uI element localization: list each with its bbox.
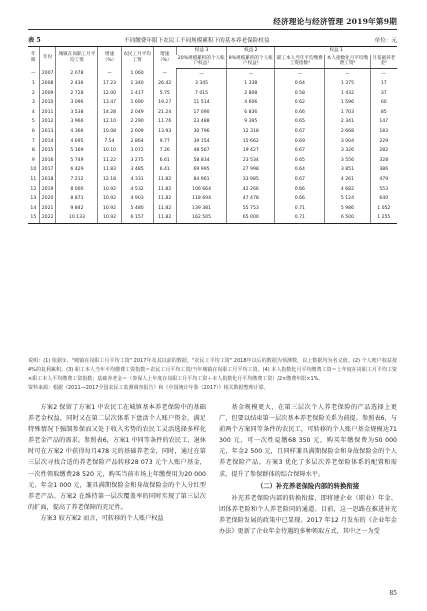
table-cell: 10.08 [98,127,121,137]
table-cell: 2015 [39,146,56,156]
column-header: 增速（%） [153,47,176,69]
table-cell: 2 436 [56,79,98,89]
table-cell: 11 514 [176,98,227,108]
paragraph: 方案3 较方案2 而言，可转移的个人账户权益 [40,514,164,522]
table-cell: 2 668 [325,127,370,137]
table-cell: 3 326 [325,146,370,156]
table-row [28,194,397,204]
table-cell: 4 261 [325,175,370,185]
table-cell: 9 [31,157,35,163]
body-column-left [28,402,206,524]
paragraph: 方案2 保留了方案1 中农民工在城镇基本养老保险中的基础养老金权益，同时又在第二层次体系下盘活个人账户资金，满足特殊情况下强制参保而又处于收入劣势的农民工灵活选择多样化养老金产品的需求。参照表6，方案1 中同等条件的农民工，退休时可在方案2 中获得每月478 元的基础养老金，同时，通过在第三层次寻找合适的养老保险产品转移28 073 元个人账户基金，一次性领取缴费28 520 元，购买当前市场上年缴费用为20 000 元、年金1 000 元，兼具满期保险金和身故保险金的个人分红型养老产品。方案2 在维持第一层次覆盖率的同时实现了第三层次的扩面，提高了养老保障的充足性。 [28,404,206,511]
table-cell: 4 [31,109,35,115]
table-cell: 1 432 [325,88,370,98]
table-cell: 386 [370,165,397,175]
column-header: 20%规模累积的个人账户权益¹ [176,55,227,69]
table-cell: 37 [370,88,397,98]
table-cell: 3 556 [325,156,370,166]
paragraph: 补充养老保险内部的转换衔接，即将建企业（职业）年金、团体养老险和个人养老险同的通道。目前，这一思路在推进补充养老保险发展的政策中已显现。2017 年12 月发布的《企业年金办法》更新了企业年金待遇的多种领取方式，其中之一为受 [219,494,397,536]
table-cell: — [370,69,397,79]
table-row [28,184,397,194]
table-cell: 27 998 [227,165,275,175]
table-cell: 2 049 [121,108,153,118]
table-body [28,69,397,224]
table-cell: 4 331 [121,175,153,185]
table-title: 不同缴费年限下农民工不同规模累积下的基本养老保险权益 [124,38,270,44]
group-header: 权益 3 [176,47,227,55]
table-cell: 3 538 [56,108,98,118]
table-cell: 6.61 [153,156,176,166]
table-row [28,204,397,214]
table-cell: 5 480 [121,204,153,214]
table-cell: 2 341 [325,117,370,127]
table-cell: 2012 [39,117,56,127]
table-cell: 10.10 [98,146,121,156]
column-header: 城镇在岗职工月平均工资 [56,47,98,69]
table-cell: 14.28 [98,108,121,118]
table-cell: 6 429 [56,165,98,175]
table-cell: 58 834 [176,156,227,166]
table-cell: 6 836 [227,108,275,118]
table-cell: 12.00 [98,88,121,98]
table-cell: 15 [28,213,39,223]
table-cell: — [176,69,227,79]
table-cell: 0.65 [275,117,325,127]
table-notes [28,357,397,393]
table-cell: 0.67 [275,175,325,185]
table-cell: 5 749 [56,156,98,166]
table-cell: 39 154 [176,136,227,146]
table-cell: 1 690 [121,98,153,108]
table-cell: — [98,69,121,79]
table-cell: 4 682 [325,184,370,194]
table-cell: 4 606 [227,98,275,108]
table-cell: 1 338 [227,79,275,89]
table-cell: 4 903 [121,194,153,204]
table-cell: 229 [370,136,397,146]
table-cell: 0.62 [275,98,325,108]
table-cell: 282 [370,146,397,156]
table-cell: 0.69 [275,136,325,146]
table-cell: 7.54 [98,136,121,146]
table-cell: 33 985 [227,175,275,185]
table-cell: 2020 [39,194,56,204]
table-cell: 15 662 [227,136,275,146]
data-table [28,46,397,224]
table-cell: 2013 [39,127,56,137]
table-cell: 1 060 [121,69,153,79]
table-row [28,156,397,166]
table-caption [28,33,397,45]
table-cell: 183 [370,127,397,137]
table-cell: 7 015 [176,88,227,98]
table-cell: 139 381 [176,204,227,214]
table-cell: 2 864 [121,136,153,146]
table-cell: 7.26 [153,146,176,156]
table-row [28,136,397,146]
table-cell: 2 808 [227,88,275,98]
table-cell: 84 961 [176,175,227,185]
table-cell: 147 [370,117,397,127]
column-header: 本人指数化月平均缴费工资⁴ [325,55,370,69]
table-cell: 2011 [39,108,56,118]
table-row [28,98,397,108]
table-cell: 8 [31,148,35,154]
table-cell: 60 [370,98,397,108]
table-cell: 3 072 [121,146,153,156]
table-cell: 12 [30,186,37,192]
page-number: 85 [389,590,397,597]
table-cell: 5 [31,119,35,125]
table-cell: 10.92 [98,194,121,204]
table-cell: 162 505 [176,213,227,223]
table-cell: 2016 [39,156,56,166]
table-cell: 2017 [39,165,56,175]
table-cell: 640 [370,194,397,204]
table-cell: 3 [31,100,35,106]
table-cell: 2008 [39,79,56,89]
table-cell: — [227,69,275,79]
table-cell: 6 [31,129,35,135]
table-cell: 2019 [39,184,56,194]
table-cell: 1 417 [121,88,153,98]
table-cell: 2009 [39,88,56,98]
table-cell: 17 [370,79,397,89]
table-cell: 2014 [39,136,56,146]
table-cell: 5 169 [56,146,98,156]
table-cell: 10.92 [98,204,121,214]
table-cell: 2 078 [56,69,98,79]
table-cell: 0.67 [275,146,325,156]
table-cell: 1 255 [370,213,397,223]
table-cell: 42 266 [227,184,275,194]
table-cell: 30 796 [176,127,227,137]
table-cell: 9.77 [153,136,176,146]
table-cell: 10.92 [98,213,121,223]
table-cell: 10 133 [56,213,98,223]
column-header: 增速（%） [98,47,121,69]
table-cell: 23 534 [227,156,275,166]
paragraph: 基金规模更大，在第三层次个人养老保险的产品选择上更广，但要以结束第一层次基本养老保险关系为前提。参照表6，与前两个方案同等条件的农民工，可转移的个人账户基金规模达71 300 元，可一次性趸缴68 350 元，购买年缴保费为50 000 元，年金2 500 元，且同样兼具满期保险金和身故保险金的个人养老保险产品。方案3 优化了多层次养老保险体系的配置和需求，提升了参保群体的综合保障水平。 [219,404,397,478]
table-cell: 11.82 [153,213,176,223]
table-cell: 553 [370,184,397,194]
table-row [28,165,397,175]
table-unit: 单位：元 [374,38,397,44]
table-cell: 12 318 [227,127,275,137]
table-cell: 69 995 [176,165,227,175]
table-cell: 11.76 [153,117,176,127]
table-cell: 0.71 [275,213,325,223]
table-cell: 2018 [39,175,56,185]
table-cell: 13.47 [98,98,121,108]
journal-header: 经济理论与经济管理 2019年第9期 [273,17,397,26]
table-row [28,79,397,89]
column-header: 8%规模累积的个人账户权益² [227,55,275,69]
header-rule [28,29,397,30]
table-cell: 9 842 [56,204,98,214]
table-cell: 118 694 [176,194,227,204]
table-cell: 14 [30,205,37,211]
table-cell: 4 366 [56,127,98,137]
table-cell: 3 004 [325,136,370,146]
column-header: 年限 [28,47,39,69]
table-cell: 0.64 [275,165,325,175]
table-cell: 4 695 [56,136,98,146]
table-row [28,213,397,223]
table-cell: 8 000 [56,184,98,194]
table-cell: 6 500 [325,213,370,223]
table-cell: 1 703 [325,108,370,118]
table-row [28,146,397,156]
table-cell: 11.22 [98,156,121,166]
table-cell: 11.82 [153,184,176,194]
table-cell: 1 052 [370,204,397,214]
table-cell: 3 275 [121,156,153,166]
table-cell: 26.42 [153,79,176,89]
table-cell: — [153,69,176,79]
table-cell: 1 340 [121,79,153,89]
table-row [28,108,397,118]
table-cell: 1 375 [325,79,370,89]
table-cell: 3 851 [325,165,370,175]
table-cell: 11.82 [153,204,176,214]
table-label: 表 5 [28,37,41,44]
section-heading: （二）补充养老保险内部的转换衔接 [256,481,360,490]
body-column-right [219,402,397,537]
table-cell: 7 [31,138,35,144]
table-cell: 0.67 [275,127,325,137]
table-row [28,88,397,98]
table-cell: 2 728 [56,88,98,98]
table-cell: 6 157 [121,213,153,223]
table-cell: 5 124 [325,194,370,204]
table-cell: 3 345 [176,79,227,89]
table-row [28,175,397,185]
table-row [28,69,397,79]
table-cell: 2010 [39,98,56,108]
note-source: 资料来源：根据《2011—2017全国农民工监测调查报告》和《中国统计年鉴（2017）》相关数据整理计算。 [28,385,269,391]
table-row [28,117,397,127]
table-cell: 1 596 [325,98,370,108]
table-cell: 65 000 [227,213,275,223]
table-cell: 0.71 [275,204,325,214]
table-cell: 4 532 [121,184,153,194]
table-cell: 0.58 [275,88,325,98]
table-cell: 9 395 [227,117,275,127]
table-cell: 7 212 [56,175,98,185]
table-cell: — [325,69,370,79]
table-cell: 48 567 [176,146,227,156]
table-cell: 2022 [39,213,56,223]
table-cell: 328 [370,156,397,166]
table-cell: 19.27 [153,98,176,108]
table-cell: 13.93 [153,127,176,137]
table-cell: 55 753 [227,204,275,214]
table-cell: 2007 [39,69,56,79]
table-cell: 2 290 [121,117,153,127]
table-cell: 11.82 [153,194,176,204]
table-cell: 2 [31,90,35,96]
table-cell: 6.41 [153,165,176,175]
table-cell: 17 090 [176,108,227,118]
table-cell: 8 871 [56,194,98,204]
table-cell: 3 966 [56,117,98,127]
table-cell: 0.66 [275,108,325,118]
column-header: 农民工月平均工资 [121,47,153,69]
note-explanation: 说明：(1) 依据①、"城镇在岗职工月平均工资" 2017年及其以前的数据，"农民工平均工资" 2018年以后的数据为预测数，以上数据均为名义值。(2) 个人账户权益按4%的复利累积。(3) 职工本人当年平均缴费工资指数＝农民工月平均工资/当年城镇在岗职工月平均工资。(4) 本人指数化月平均缴费工资＝上年度在岗职工月平均工资×职工本人平均缴费工资指数；基础养老金＝（参保人上年度在岗职工月平均工资＋本人指数化月平均缴费工资）/2×缴费年限×1%。 [28,358,397,382]
column-header: 年份 [39,47,56,69]
table-cell: 5.75 [153,88,176,98]
column-header: 月基础养老金⁵ [370,55,397,69]
table-cell: 12.10 [98,117,121,127]
table-cell: 3 485 [121,165,153,175]
table-cell: 12.18 [98,175,121,185]
table-cell: — [31,71,36,77]
table-row [28,127,397,137]
group-header: 权益 2 [227,47,275,55]
table-cell: 2 609 [121,127,153,137]
table-cell: 11 [30,177,37,183]
table-cell: 0.64 [275,79,325,89]
table-cell: 479 [370,175,397,185]
table-cell: — [275,69,325,79]
table-cell: 2021 [39,204,56,214]
table-cell: 10 [30,167,37,173]
table-cell: 5 986 [325,204,370,214]
table-cell: 0.66 [275,184,325,194]
table-cell: 11.82 [153,175,176,185]
table-cell: 21.24 [153,108,176,118]
table-cell: 13 [30,196,37,202]
table-cell: 106 664 [176,184,227,194]
table-cell: 47 478 [227,194,275,204]
table-cell: 1 [31,81,35,87]
table-cell: 3 096 [56,98,98,108]
table-cell: 10.92 [98,184,121,194]
column-header: 职工本人当年平均缴费工资指数³ [275,55,325,69]
table-cell: 23 488 [176,117,227,127]
group-header: 权益 1 [275,47,397,55]
table-cell: 11.83 [98,165,121,175]
table-cell: 0.66 [275,194,325,204]
table-cell: 19 427 [227,146,275,156]
table-cell: 0.65 [275,156,325,166]
table-cell: 17.23 [98,79,121,89]
table-cell: 85 [370,108,397,118]
